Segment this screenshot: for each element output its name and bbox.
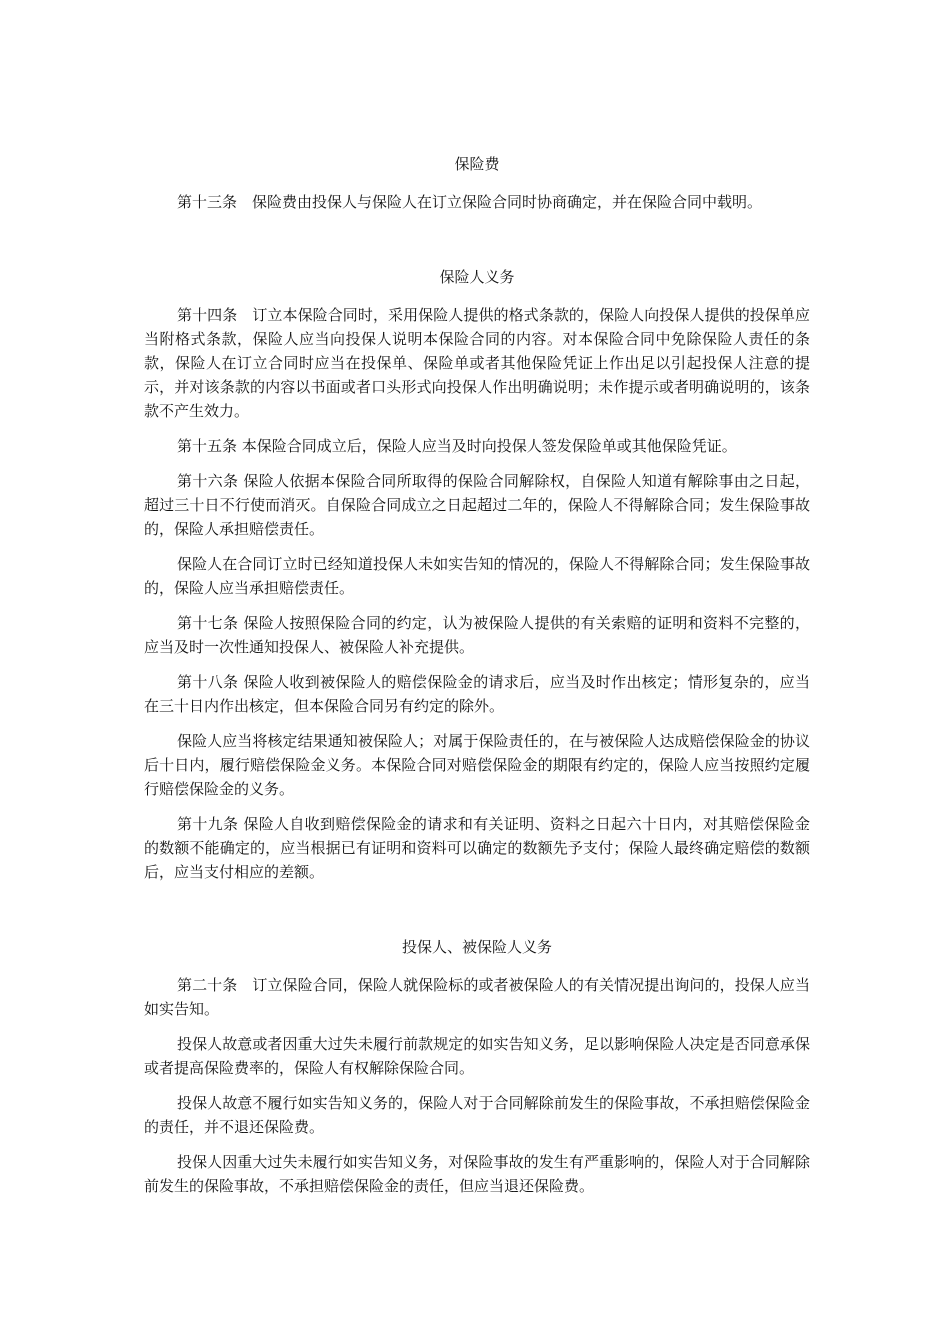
article-20-clause-2: 投保人故意或者因重大过失未履行前款规定的如实告知义务，足以影响保险人决定是否同意承保或者提高保险费率的，保险人有权解除保险合同。 (144, 1035, 810, 1077)
article-13: 第十三条 保险费由投保人与保险人在订立保险合同时协商确定，并在保险合同中载明。 (177, 193, 763, 211)
article-16-clause-2: 保险人在合同订立时已经知道投保人未如实告知的情况的，保险人不得解除合同；发生保险事故的，保险人应当承担赔偿责任。 (144, 555, 810, 597)
article-20-clause-4: 投保人因重大过失未履行如实告知义务，对保险事故的发生有严重影响的，保险人对于合同解除前发生的保险事故，不承担赔偿保险金的责任，但应当退还保险费。 (144, 1153, 810, 1195)
article-19: 第十九条 保险人自收到赔偿保险金的请求和有关证明、资料之日起六十日内，对其赔偿保险金的数额不能确定的，应当根据已有证明和资料可以确定的数额先予支付；保险人最终确定赔偿的数额后，应当支付相应的差额。 (144, 815, 810, 881)
section-spacer (144, 225, 810, 265)
document-page (144, 152, 810, 1209)
section-heading-policyholder-obligations: 投保人、被保险人义务 (401, 938, 552, 956)
article-20: 第二十条 订立保险合同，保险人就保险标的或者被保险人的有关情况提出询问的，投保人应当如实告知。 (144, 976, 810, 1018)
section-heading-premium: 保险费 (454, 155, 500, 173)
section-heading-insurer-obligations: 保险人义务 (439, 268, 515, 286)
article-17: 第十七条 保险人按照保险合同的约定，认为被保险人提供的有关索赔的证明和资料不完整的，应当及时一次性通知投保人、被保险人补充提供。 (144, 614, 810, 656)
section-spacer (144, 895, 810, 935)
article-18: 第十八条 保险人收到被保险人的赔偿保险金的请求后，应当及时作出核定；情形复杂的，应当在三十日内作出核定，但本保险合同另有约定的除外。 (144, 673, 810, 715)
article-18-clause-2: 保险人应当将核定结果通知被保险人；对属于保险责任的，在与被保险人达成赔偿保险金的协议后十日内，履行赔偿保险金义务。本保险合同对赔偿保险金的期限有约定的，保险人应当按照约定履行赔偿保险金的义务。 (144, 732, 810, 798)
article-16: 第十六条 保险人依据本保险合同所取得的保险合同解除权，自保险人知道有解除事由之日起，超过三十日不行使而消灭。自保险合同成立之日起超过二年的，保险人不得解除合同；发生保险事故的，保险人承担赔偿责任。 (144, 472, 810, 538)
article-20-clause-3: 投保人故意不履行如实告知义务的，保险人对于合同解除前发生的保险事故，不承担赔偿保险金的责任，并不退还保险费。 (144, 1094, 810, 1136)
article-15: 第十五条 本保险合同成立后，保险人应当及时向投保人签发保险单或其他保险凭证。 (177, 437, 737, 455)
article-14: 第十四条 订立本保险合同时，采用保险人提供的格式条款的，保险人向投保人提供的投保单应当附格式条款，保险人应当向投保人说明本保险合同的内容。对本保险合同中免除保险人责任的条款，保险人在订立合同时应当在投保单、保险单或者其他保险凭证上作出足以引起投保人注意的提示，并对该条款的内容以书面或者口头形式向投保人作出明确说明；未作提示或者明确说明的，该条款不产生效力。 (144, 306, 810, 420)
